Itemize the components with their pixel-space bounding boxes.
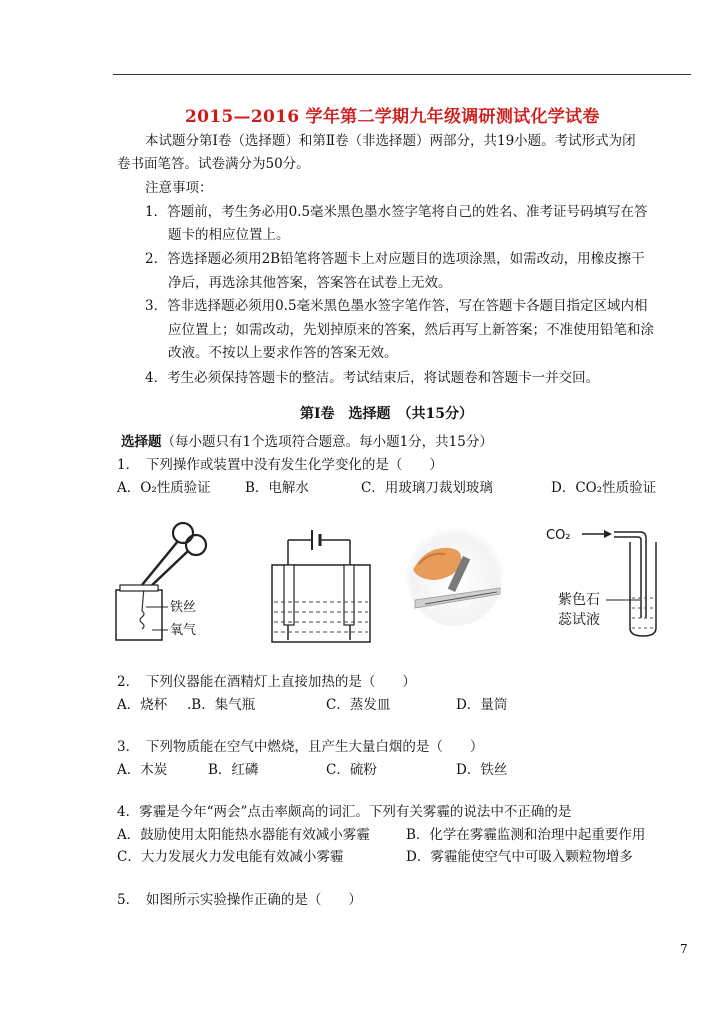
exam-title: 2015—2016 学年第二学期九年级调研测试化学试卷 <box>185 107 600 127</box>
q2-option-a: A．烧杯 <box>117 697 168 713</box>
q4-option-b: B．化学在雾霾监测和治理中起重要作用 <box>406 827 646 843</box>
q3-option-b: B．红磷 <box>208 762 259 778</box>
q2-option-c: C．蒸发皿 <box>326 697 391 713</box>
q1-option-d: D．CO₂性质验证 <box>551 480 657 496</box>
figure-glass-cutting <box>405 518 505 628</box>
section-heading <box>121 432 493 452</box>
figure-o2-verification <box>108 515 218 645</box>
note-1-line-1: 1．答题前，考生务必用0.5毫米黑色墨水签字笔将自己的姓名、准考证号码填写在答 <box>145 204 648 220</box>
q1-option-b: B．电解水 <box>245 480 309 496</box>
q1-option-c: C．用玻璃刀裁划玻璃 <box>361 480 493 496</box>
note-3-line-3: 改液。不按以上要求作答的答案无效。 <box>168 345 398 361</box>
label-litmus-line-2: 蕊试液 <box>558 612 600 628</box>
q3-option-c: C．硫粉 <box>326 762 377 778</box>
q5-stem: 5． 如图所示实验操作正确的是（ ） <box>117 892 362 908</box>
note-2-line-2: 净后，再选涂其他答案，答案答在试卷上无效。 <box>168 275 452 291</box>
section-heading-bold: 选择题 <box>121 434 162 450</box>
q3-stem: 3． 下列物质能在空气中燃烧，且产生大量白烟的是（ ） <box>117 739 484 755</box>
q1-option-a: A．O₂性质验证 <box>117 480 211 496</box>
label-oxygen: 氧气 <box>170 623 197 638</box>
intro-line-2: 卷书面笔答。试卷满分为50分。 <box>117 156 310 172</box>
page-number: 7 <box>680 942 688 956</box>
note-4-line-1: 4．考生必须保持答题卡的整洁。考试结束后，将试题卷和答题卡一并交回。 <box>145 370 600 386</box>
section-title: 第Ⅰ卷 选择题 （共15分） <box>300 406 474 422</box>
q3-option-a: A．木炭 <box>117 762 168 778</box>
note-1-line-2: 题卡的相应位置上。 <box>168 227 290 243</box>
q4-option-a: A．鼓励使用太阳能热水器能有效减小雾霾 <box>117 827 370 843</box>
header-rule <box>113 74 691 75</box>
q4-option-c: C．大力发展火力发电能有效减小雾霾 <box>117 849 344 865</box>
label-co2: CO₂ <box>546 528 571 543</box>
q2-stem: 2． 下列仪器能在酒精灯上直接加热的是（ ） <box>117 674 416 690</box>
note-3-line-1: 3．答非选择题必须用0.5毫米黑色墨水签字笔作答，写在答题卡各题目指定区域内相 <box>145 298 648 314</box>
figure-co2-verification <box>540 518 670 643</box>
q2-option-d: D．量筒 <box>456 697 508 713</box>
note-3-line-2: 应位置上；如需改动，先划掉原来的答案，然后再写上新答案；不准使用铅笔和涂 <box>168 322 654 338</box>
q2-option-b: .B．集气瓶 <box>187 697 256 713</box>
label-litmus-line-1: 紫色石 <box>558 592 600 608</box>
q4-stem: 4．雾霾是今年“两会”点击率颇高的词汇。下列有关雾霾的说法中不正确的是 <box>117 804 572 820</box>
section-heading-rest: （每小题只有1个选项符合题意。每小题1分，共15分） <box>161 434 493 450</box>
notice-heading: 注意事项： <box>145 180 213 196</box>
q3-option-d: D．铁丝 <box>456 762 508 778</box>
label-iron-wire: 铁丝 <box>170 600 197 615</box>
q1-stem: 1． 下列操作或装置中没有发生化学变化的是（ ） <box>117 457 443 473</box>
figure-electrolysis <box>270 520 375 645</box>
intro-line-1: 本试题分第Ⅰ卷（选择题）和第Ⅱ卷（非选择题）两部分，共19小题。考试形式为闭 <box>145 133 636 149</box>
q4-option-d: D．雾霾能使空气中可吸入颗粒物增多 <box>406 849 633 865</box>
note-2-line-1: 2．答选择题必须用2B铅笔将答题卡上对应题目的选项涂黑，如需改动，用橡皮擦干 <box>145 251 645 267</box>
